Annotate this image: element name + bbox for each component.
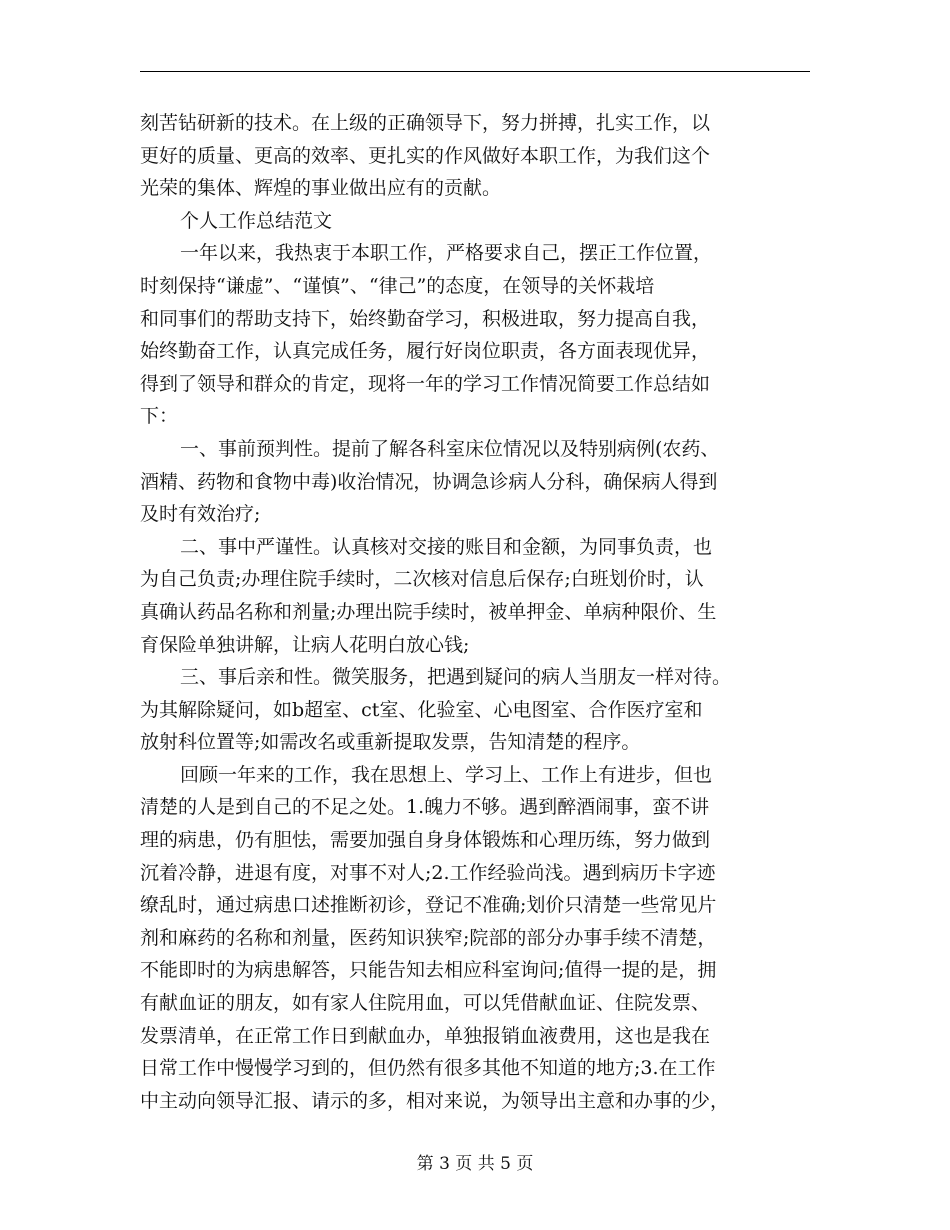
text-line: 和同事们的帮助支持下，始终勤奋学习，积极进取，努力提高自我， — [140, 307, 711, 330]
text-line: 不能即时的为病患解答，只能告知去相应科室询问;值得一提的是，拥 — [140, 959, 717, 982]
text-line: 得到了领导和群众的肯定，现将一年的学习工作情况简要工作总结如 — [140, 372, 711, 395]
text-line: 及时有效治疗; — [140, 503, 261, 526]
text-line: 刻苦钻研新的技术。在上级的正确领导下，努力拼搏，扎实工作，以 — [140, 112, 711, 134]
page-footer: 第 3 页 共 5 页 — [416, 1154, 534, 1174]
text-line: 一年以来，我热衷于本职工作，严格要求自己，摆正工作位置， — [180, 242, 713, 265]
text-line: 酒精、药物和食物中毒)收治情况，协调急诊病人分科，确保病人得到 — [140, 470, 718, 493]
text-line: 更好的质量、更高的效率、更扎实的作风做好本职工作，为我们这个 — [140, 144, 711, 167]
text-line: 始终勤奋工作，认真完成任务，履行好岗位职责，各方面表现优异， — [140, 340, 711, 363]
text-line: 下： — [140, 405, 179, 428]
text-line: 三、事后亲和性。微笑服务，把遇到疑问的病人当朋友一样对待。 — [180, 666, 732, 689]
text-line: 光荣的集体、辉煌的事业做出应有的贡献。 — [140, 177, 502, 200]
text-line: 沉着冷静，进退有度，对事不对人;2.工作经验尚浅。遇到病历卡字迹 — [140, 861, 716, 884]
text-line: 为自己负责;办理住院手续时，二次核对信息后保存;白班划价时，认 — [140, 568, 704, 591]
text-line: 育保险单独讲解，让病人花明白放心钱; — [140, 633, 470, 656]
text-line: 发票清单，在正常工作日到献血办，单独报销血液费用，这也是我在 — [140, 1024, 711, 1047]
text-line: 回顾一年来的工作，我在思想上、学习上、工作上有进步，但也 — [180, 763, 713, 786]
text-line: 剂和麻药的名称和剂量，医药知识狭窄;院部的部分办事手续不清楚， — [140, 926, 717, 949]
text-line: 清楚的人是到自己的不足之处。1.魄力不够。遇到醉酒闹事，蛮不讲 — [140, 796, 710, 819]
text-line: 为其解除疑问，如b超室、ct室、化验室、心电图室、合作医疗室和 — [140, 698, 703, 721]
text-line: 放射科位置等;如需改名或重新提取发票，告知清楚的程序。 — [140, 731, 641, 754]
document-body — [140, 107, 812, 1117]
text-line: 有献血证的朋友，如有家人住院用血，可以凭借献血证、住院发票、 — [140, 992, 711, 1015]
header-rule — [140, 71, 810, 72]
text-line: 一、事前预判性。提前了解各科室床位情况以及特别病例(农药、 — [180, 437, 720, 460]
text-line: 中主动向领导汇报、请示的多，相对来说，为领导出主意和办事的少， — [140, 1089, 730, 1112]
text-line: 理的病患，仍有胆怯，需要加强自身身体锻炼和心理历练，努力做到 — [140, 829, 711, 852]
text-line: 缭乱时，通过病患口述推断初诊，登记不准确;划价只清楚一些常见片 — [140, 894, 717, 917]
text-line: 日常工作中慢慢学习到的，但仍然有很多其他不知道的地方;3.在工作 — [140, 1057, 716, 1080]
text-line: 个人工作总结范文 — [180, 209, 333, 232]
text-line: 真确认药品名称和剂量;办理出院手续时，被单押金、单病种限价、生 — [140, 600, 717, 623]
text-line: 时刻保持“谦虚”、“谨慎”、“律己”的态度，在领导的关怀栽培 — [140, 274, 655, 297]
text-line: 二、事中严谨性。认真核对交接的账目和金额，为同事负责，也 — [180, 535, 713, 558]
